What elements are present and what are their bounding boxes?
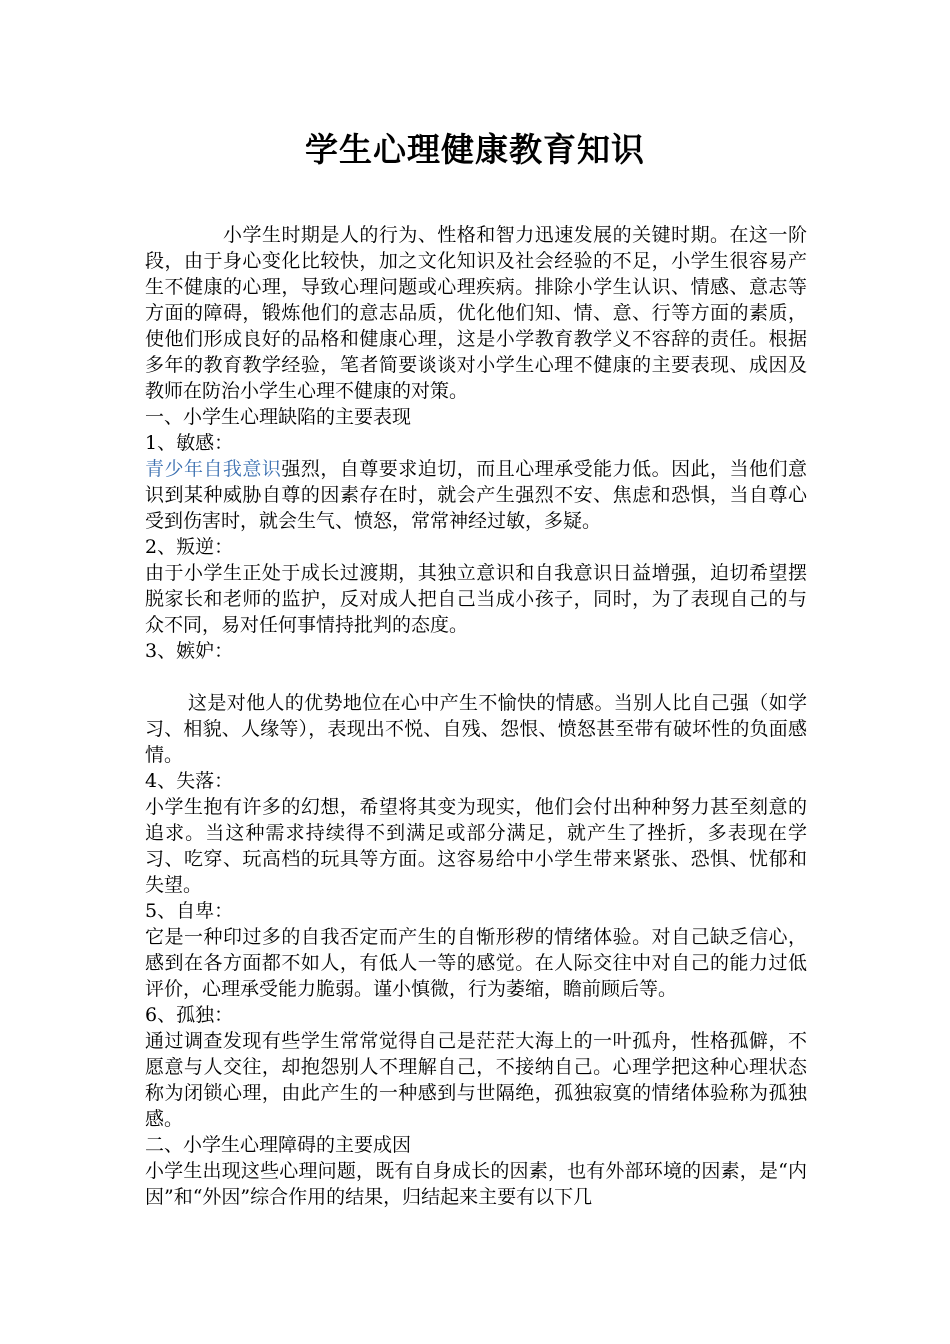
item-paragraph-1: [145, 456, 807, 534]
item-paragraph-5: 它是一种印过多的自我否定而产生的自惭形秽的情绪体验。对自己缺乏信心，感到在各方面都不如人，有低人一等的感觉。在人际交往中对自己的能力过低评价，心理承受能力脆弱。谨小慎微，行为萎缩，瞻前顾后等。: [145, 926, 807, 1000]
section-heading-1: 一、小学生心理缺陷的主要表现: [145, 406, 412, 428]
item-heading-2: 2、叛逆：: [145, 536, 234, 558]
self-awareness-link[interactable]: 青少年自我意识: [145, 458, 282, 480]
item-text-1: 强烈，自尊要求迫切，而且心理承受能力低。因此，当他们意识到某种威胁自尊的因素存在时，就会产生强烈不安、焦虑和恐惧，当自尊心受到伤害时，就会生气、愤怒，常常神经过敏，多疑。: [145, 458, 807, 532]
item-heading-3: 3、嫉妒：: [145, 640, 234, 662]
document-title: 学生心理健康教育知识: [305, 130, 645, 169]
item-paragraph-3: 这是对他人的优势地位在心中产生不愉快的情感。当别人比自己强（如学习、相貌、人缘等），表现出不悦、自残、怨恨、愤怒甚至带有破坏性的负面感情。: [145, 692, 807, 766]
item-paragraph-2: 由于小学生正处于成长过渡期，其独立意识和自我意识日益增强，迫切希望摆脱家长和老师的监护，反对成人把自己当成小孩子，同时，为了表现自己的与众不同，易对任何事情持批判的态度。: [145, 562, 807, 636]
item-heading-4: 4、失落：: [145, 770, 234, 792]
section-heading-2: 二、小学生心理障碍的主要成因: [145, 1134, 412, 1156]
document-body: [145, 222, 807, 1210]
intro-paragraph: 小学生时期是人的行为、性格和智力迅速发展的关键时期。在这一阶段，由于身心变化比较快，加之文化知识及社会经验的不足，小学生很容易产生不健康的心理，导致心理问题或心理疾病。排除小学生认识、情感、意志等方面的障碍，锻炼他们的意志品质，优化他们知、情、意、行等方面的素质，使他们形成良好的品格和健康心理，这是小学教育教学义不容辞的责任。根据多年的教育教学经验，笔者简要谈谈对小学生心理不健康的主要表现、成因及教师在防治小学生心理不健康的对策。: [145, 224, 807, 402]
item-paragraph-4: 小学生抱有许多的幻想，希望将其变为现实，他们会付出种种努力甚至刻意的追求。当这种需求持续得不到满足或部分满足，就产生了挫折，多表现在学习、吃穿、玩高档的玩具等方面。这容易给中小学生带来紧张、恐惧、忧郁和失望。: [145, 796, 807, 896]
item-heading-1: 1、敏感：: [145, 432, 234, 454]
section-paragraph-2: 小学生出现这些心理问题，既有自身成长的因素，也有外部环境的因素，是“内因”和“外因”综合作用的结果，归结起来主要有以下几: [145, 1160, 807, 1208]
item-heading-5: 5、自卑：: [145, 900, 234, 922]
item-heading-6: 6、孤独：: [145, 1004, 234, 1026]
blank-line: [145, 664, 807, 690]
item-paragraph-6: 通过调查发现有些学生常常觉得自己是茫茫大海上的一叶孤舟，性格孤僻，不愿意与人交往，却抱怨别人不理解自己，不接纳自己。心理学把这种心理状态称为闭锁心理，由此产生的一种感到与世隔绝，孤独寂寞的情绪体验称为孤独感。: [145, 1030, 807, 1130]
